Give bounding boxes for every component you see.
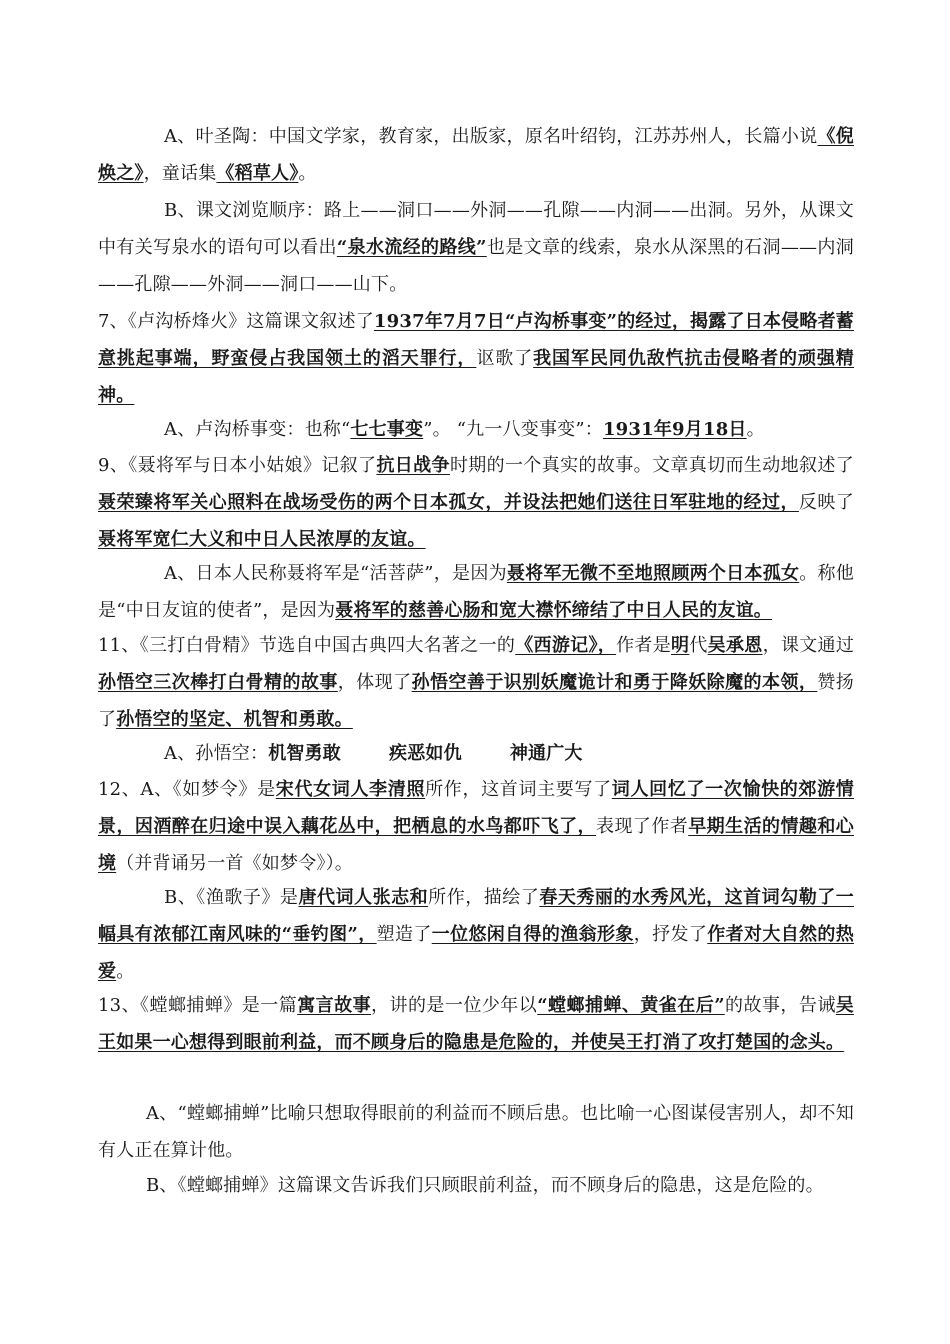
text-run: 代 <box>689 635 708 656</box>
answer-text: 《稻草人》 <box>216 163 299 184</box>
answer-text: 春天秀丽的水秀风光，这首词勾勒了一幅具有浓郁江南风味的“垂钓图”， <box>98 887 854 945</box>
paragraph-p10 <box>98 879 854 990</box>
answer-text: 作者对大自然的热爱 <box>98 924 854 982</box>
text-run: 反映了 <box>798 492 854 513</box>
paragraph-p4 <box>98 411 854 448</box>
answer-text: 聂将军的慈善心肠和宽大襟怀缔结了中日人民的友谊。 <box>335 600 773 621</box>
answer-text: 聂将军无微不至地照顾两个日本孤女 <box>506 563 800 584</box>
answer-text: 孙悟空善于识别妖魔诡计和勇于降妖除魔的本领， <box>411 672 818 693</box>
paragraph-p11 <box>98 987 854 1061</box>
text-run: 作者是 <box>616 635 672 656</box>
text-run: 11、《三打白骨精》节选自中国古典四大名著之一的 <box>98 635 516 656</box>
text-run: 9、《聂将军与日本小姑娘》记叙了 <box>98 455 377 476</box>
answer-text: 抗日战争 <box>376 455 450 476</box>
answer-text: 聂将军宽仁大义和中日人民浓厚的友谊。 <box>98 529 426 550</box>
text-run: ，课文通过 <box>762 635 855 656</box>
answer-text: 吴王如果一心想得到眼前利益，而不顾身后的隐患是危险的，并使吴王打消了攻打楚国的念头。 <box>98 995 854 1053</box>
paragraph-p12 <box>98 1095 854 1169</box>
paragraph-p3 <box>98 303 854 414</box>
text-run: 。 <box>746 419 765 440</box>
text-run: A、叶圣陶：中国文学家，教育家，出版家，原名叶绍钧，江苏苏州人，长篇小说 <box>164 126 818 147</box>
text-run: 神通广大 <box>509 743 583 764</box>
answer-text: “泉水流经的路线” <box>336 237 487 258</box>
text-run: 所作，这首词主要写了 <box>425 779 612 800</box>
paragraph-p13 <box>98 1167 854 1204</box>
answer-text: 《倪焕之》 <box>98 126 854 184</box>
answer-text: 《西游记》， <box>515 635 617 656</box>
text-run: A、孙悟空： <box>164 743 269 764</box>
text-run: 。称他是“中日友谊的使者”，是因为 <box>98 563 854 621</box>
text-run: ，体现了 <box>337 672 412 693</box>
answer-text: 唐代词人张志和 <box>298 887 429 908</box>
text-run: ，童话集 <box>143 163 217 184</box>
text-run: 机智勇敢 <box>268 743 342 764</box>
text-run: B、课文浏览顺序：路上——洞口——外洞——孔隙——内洞——出洞。另外，从课文中有关写泉水的语句可以看出 <box>98 200 854 258</box>
text-run: 。 <box>298 163 317 184</box>
text-run: B、《螳螂捕蝉》这篇课文告诉我们只顾眼前利益，而不顾身后的隐患，这是危险的。 <box>146 1175 824 1196</box>
text-run: ，抒发了 <box>633 924 708 945</box>
text-run: ，讲的是一位少年以 <box>371 995 538 1016</box>
text-run: B、《渔歌子》是 <box>164 887 299 908</box>
answer-text: 明 <box>671 635 690 656</box>
answer-text: 1937年7月7日“卢沟桥事变”的经过，揭露了日本侵略者蓄意挑起事端，野蛮侵占我国领土的滔天罪行， <box>98 311 854 369</box>
answer-text: 词人回忆了一次愉快的郊游情景，因酒醉在归途中误入藕花丛中，把栖息的水鸟都吓飞了， <box>98 779 854 837</box>
text-run: 的故事，告诫 <box>724 995 836 1016</box>
paragraph-p8 <box>98 735 854 772</box>
text-run: 表现了作者 <box>596 816 689 837</box>
text-run: 所作，描绘了 <box>428 887 540 908</box>
text-run: 13、《螳螂捕蝉》是一篇 <box>98 995 298 1016</box>
text-run: A、“螳螂捕蝉”比喻只想取得眼前的利益而不顾后患。也比喻一心图谋侵害别人，却不知有人正在算计他。 <box>98 1103 854 1161</box>
answer-text: 我国军民同仇敌忾抗击侵略者的顽强精神。 <box>98 348 855 406</box>
answer-text: 1931年9月18日 <box>602 419 747 440</box>
answer-text: 聂荣臻将军关心照料在战场受伤的两个日本孤女，并设法把她们送往日军驻地的经过， <box>98 492 799 513</box>
answer-text: 寓言故事 <box>297 995 372 1016</box>
paragraph-p7 <box>98 627 854 738</box>
text-run: 疾恶如仇 <box>389 743 462 764</box>
text-run: A、卢沟桥事变：也称“ <box>164 419 351 440</box>
paragraph-p9 <box>98 771 854 882</box>
paragraph-p2 <box>98 192 854 303</box>
answer-text: 一位悠闲自得的渔翁形象 <box>431 924 634 945</box>
answer-text: 吴承恩 <box>707 635 763 656</box>
text-run: 也是文章的线索，泉水从深黑的石洞——内洞——孔隙——外洞——洞口——山下。 <box>98 237 854 295</box>
text-run: （并背诵另一首《如梦令》）。 <box>116 853 354 874</box>
answer-text: 孙悟空的坚定、机智和勇敢。 <box>116 709 353 730</box>
text-run: A、日本人民称聂将军是“活菩萨”，是因为 <box>164 563 507 584</box>
text-run: 。 <box>116 961 135 982</box>
text-run: 7、《卢沟桥烽火》这篇课文叙述了 <box>98 311 374 332</box>
paragraph-p5 <box>98 447 854 558</box>
paragraph-p1 <box>98 118 854 192</box>
answer-text: 七七事变 <box>350 419 424 440</box>
paragraph-p6 <box>98 555 854 629</box>
text-run: 讴歌了 <box>476 348 534 369</box>
answer-text: 孙悟空三次棒打白骨精的故事 <box>98 672 338 693</box>
answer-text: 早期生活的情趣和心境 <box>98 816 854 874</box>
answer-text: 宋代女词人李清照 <box>275 779 426 800</box>
text-run: 塑造了 <box>376 924 432 945</box>
text-run: 时期的一个真实的故事。文章真切而生动地叙述了 <box>449 455 854 476</box>
answer-text: “螳螂捕蝉、黄雀在后” <box>537 995 725 1016</box>
text-run: 12、A、《如梦令》是 <box>98 779 276 800</box>
text-run: ”。 “九一八变事变”： <box>423 419 603 440</box>
text-run: 赞扬了 <box>98 672 854 730</box>
